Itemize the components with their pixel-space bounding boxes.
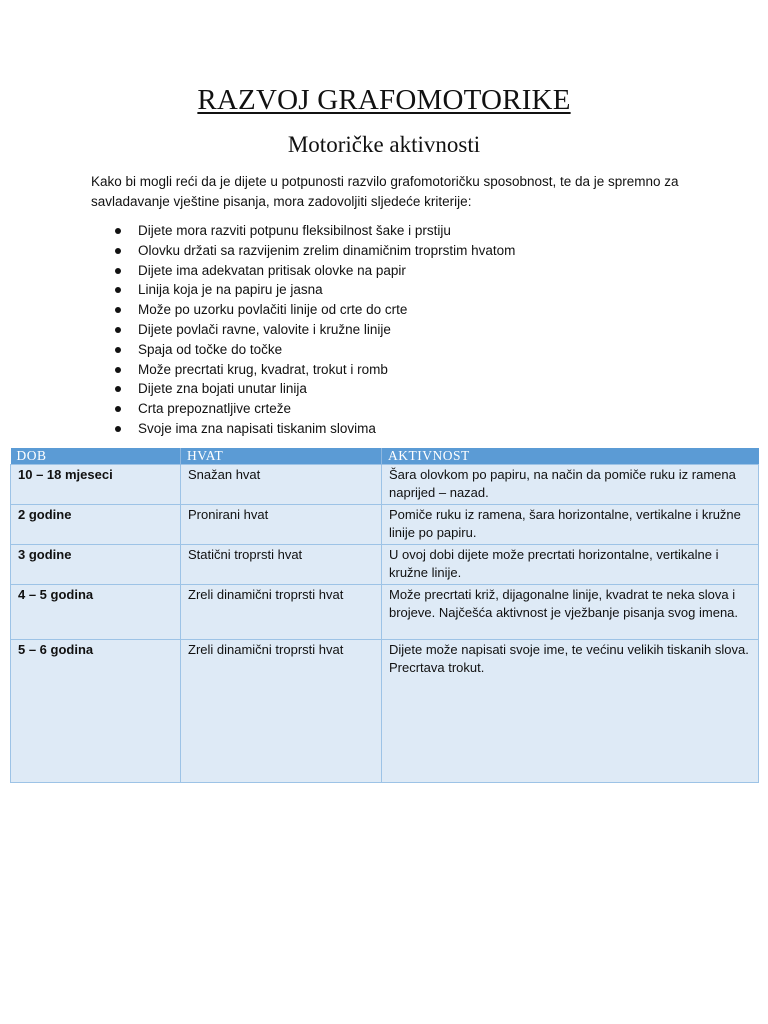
grip-cell: Zreli dinamični troprsti hvat <box>181 640 382 783</box>
header-hvat: HVAT <box>181 448 382 465</box>
grip-cell: Snažan hvat <box>181 465 382 505</box>
grip-cell: Statični troprsti hvat <box>181 545 382 585</box>
criteria-item: Svoje ima zna napisati tiskanim slovima <box>91 419 515 439</box>
intro-paragraph: Kako bi mogli reći da je dijete u potpunosti razvilo grafomotoričku sposobnost, te da je spremno za savladavanje vještine pisanja, mora zadovoljiti sljedeće kriterije: <box>91 174 679 209</box>
grip-cell: Pronirani hvat <box>181 505 382 545</box>
table-header-row <box>11 448 759 465</box>
table-row <box>11 640 759 783</box>
criteria-item: Dijete ima adekvatan pritisak olovke na papir <box>91 261 515 281</box>
table-row <box>11 545 759 585</box>
table-row <box>11 585 759 640</box>
age-cell: 10 – 18 mjeseci <box>11 465 181 505</box>
development-table <box>10 448 759 783</box>
criteria-item: Linija koja je na papiru je jasna <box>91 280 515 300</box>
criteria-item: Dijete povlači ravne, valovite i kružne linije <box>91 320 515 340</box>
table-row <box>11 505 759 545</box>
criteria-item: Može po uzorku povlačiti linije od crte do crte <box>91 300 515 320</box>
criteria-item: Olovku držati sa razvijenim zrelim dinamičnim troprstim hvatom <box>91 241 515 261</box>
header-aktivnost: AKTIVNOST <box>382 448 759 465</box>
criteria-item: Crta prepoznatljive crteže <box>91 399 515 419</box>
activity-cell: U ovoj dobi dijete može precrtati horizontalne, vertikalne i kružne linije. <box>382 545 759 585</box>
grip-cell: Zreli dinamični troprsti hvat <box>181 585 382 640</box>
criteria-item: Dijete mora razviti potpunu fleksibilnost šake i prstiju <box>91 221 515 241</box>
page-title: RAZVOJ GRAFOMOTORIKE <box>197 84 571 116</box>
age-cell: 4 – 5 godina <box>11 585 181 640</box>
criteria-item: Spaja od točke do točke <box>91 340 515 360</box>
header-dob: DOB <box>11 448 181 465</box>
age-cell: 2 godine <box>11 505 181 545</box>
table-row <box>11 465 759 505</box>
criteria-list <box>91 221 515 439</box>
criteria-item: Dijete zna bojati unutar linija <box>91 379 515 399</box>
criteria-item: Može precrtati krug, kvadrat, trokut i romb <box>91 360 515 380</box>
activity-cell: Pomiče ruku iz ramena, šara horizontalne, vertikalne i kružne linije po papiru. <box>382 505 759 545</box>
page-subtitle: Motoričke aktivnosti <box>287 132 481 157</box>
activity-cell: Šara olovkom po papiru, na način da pomiče ruku iz ramena naprijed – nazad. <box>382 465 759 505</box>
age-cell: 5 – 6 godina <box>11 640 181 783</box>
activity-cell: Dijete može napisati svoje ime, te većinu velikih tiskanih slova. Precrtava trokut. <box>382 640 759 783</box>
age-cell: 3 godine <box>11 545 181 585</box>
activity-cell: Može precrtati križ, dijagonalne linije, kvadrat te neka slova i brojeve. Najčešća aktivnost je vježbanje pisanja svog imena. <box>382 585 759 640</box>
